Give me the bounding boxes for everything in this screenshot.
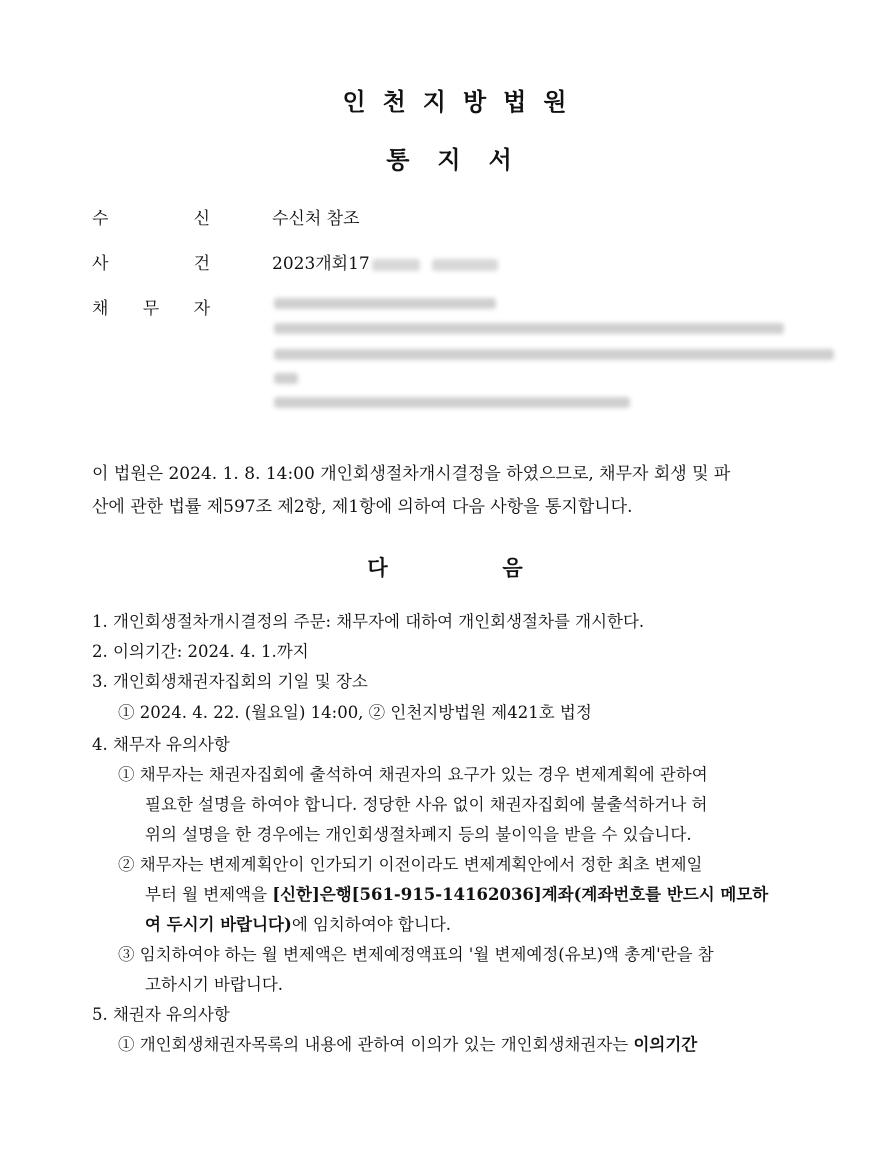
item-4-2-line-2: 부터 월 변제액을 [신한]은행[561-915-14162036]계좌(계좌번호를 반드시 메모하 bbox=[145, 885, 769, 904]
item-4-1-line-2: 필요한 설명을 하여야 합니다. 정당한 사유 없이 채권자집회에 불출석하거나 허 bbox=[145, 795, 708, 814]
redacted-case-suffix bbox=[372, 259, 420, 271]
item-4-1-line-3: 위의 설명을 한 경우에는 개인회생절차폐지 등의 불이익을 받을 수 있습니다. bbox=[145, 825, 692, 844]
item-2: 2. 이의기간: 2024. 4. 1.까지 bbox=[92, 642, 309, 661]
item-4-3-line-1: ③ 임치하여야 하는 월 변제액은 변제예정액표의 '월 변제예정(유보)액 총계'란을 참 bbox=[118, 945, 714, 964]
item-5-1-line-1: ① 개인회생채권자목록의 내용에 관하여 이의가 있는 개인회생채권자는 이의기간 bbox=[118, 1035, 698, 1054]
intro-line-1: 이 법원은 2024. 1. 8. 14:00 개인회생절차개시결정을 하였으므로, 채무자 회생 및 파 bbox=[92, 464, 731, 484]
section-heading: 다 음 bbox=[367, 556, 523, 580]
memo-emphasis: 여 두시기 바랍니다) bbox=[145, 915, 292, 934]
recipient-label: 수 신 bbox=[92, 209, 210, 229]
intro-line-2: 산에 관한 법률 제597조 제2항, 제1항에 의하여 다음 사항을 통지합니다. bbox=[92, 497, 633, 517]
court-name: 인천지방법원 bbox=[342, 88, 584, 116]
debtor-label: 채 무 자 bbox=[92, 299, 210, 319]
item-5: 5. 채권자 유의사항 bbox=[92, 1005, 230, 1024]
redacted-case-name bbox=[432, 259, 498, 271]
item-3-detail: ① 2024. 4. 22. (월요일) 14:00, ② 인천지방법원 제421호 법정 bbox=[118, 703, 592, 722]
item-4-2-line-1: ② 채무자는 변제계획안이 인가되기 이전이라도 변제계획안에서 정한 최초 변제일 bbox=[118, 855, 703, 874]
case-label: 사 건 bbox=[92, 254, 210, 274]
intro-paragraph bbox=[92, 458, 836, 524]
item-4-3-line-2: 고하시기 바랍니다. bbox=[145, 975, 284, 994]
recipient-value: 수신처 참조 bbox=[272, 209, 360, 229]
item-4-2-line-3: 여 두시기 바랍니다)에 임치하여야 합니다. bbox=[145, 915, 451, 934]
bank-account-emphasis: [신한]은행[561-915-14162036]계좌(계좌번호를 반드시 메모하 bbox=[272, 885, 769, 904]
document-title: 통지서 bbox=[386, 146, 540, 174]
item-1: 1. 개인회생절차개시결정의 주문: 채무자에 대하여 개인회생절차를 개시한다. bbox=[92, 612, 645, 631]
item-4: 4. 채무자 유의사항 bbox=[92, 735, 230, 754]
objection-period-emphasis: 이의기간 bbox=[633, 1035, 698, 1054]
case-number: 2023개회17 bbox=[272, 249, 498, 274]
item-4-1-line-1: ① 채무자는 채권자집회에 출석하여 채권자의 요구가 있는 경우 변제계획에 관하여 bbox=[118, 765, 708, 784]
item-3: 3. 개인회생채권자집회의 기일 및 장소 bbox=[92, 672, 368, 691]
